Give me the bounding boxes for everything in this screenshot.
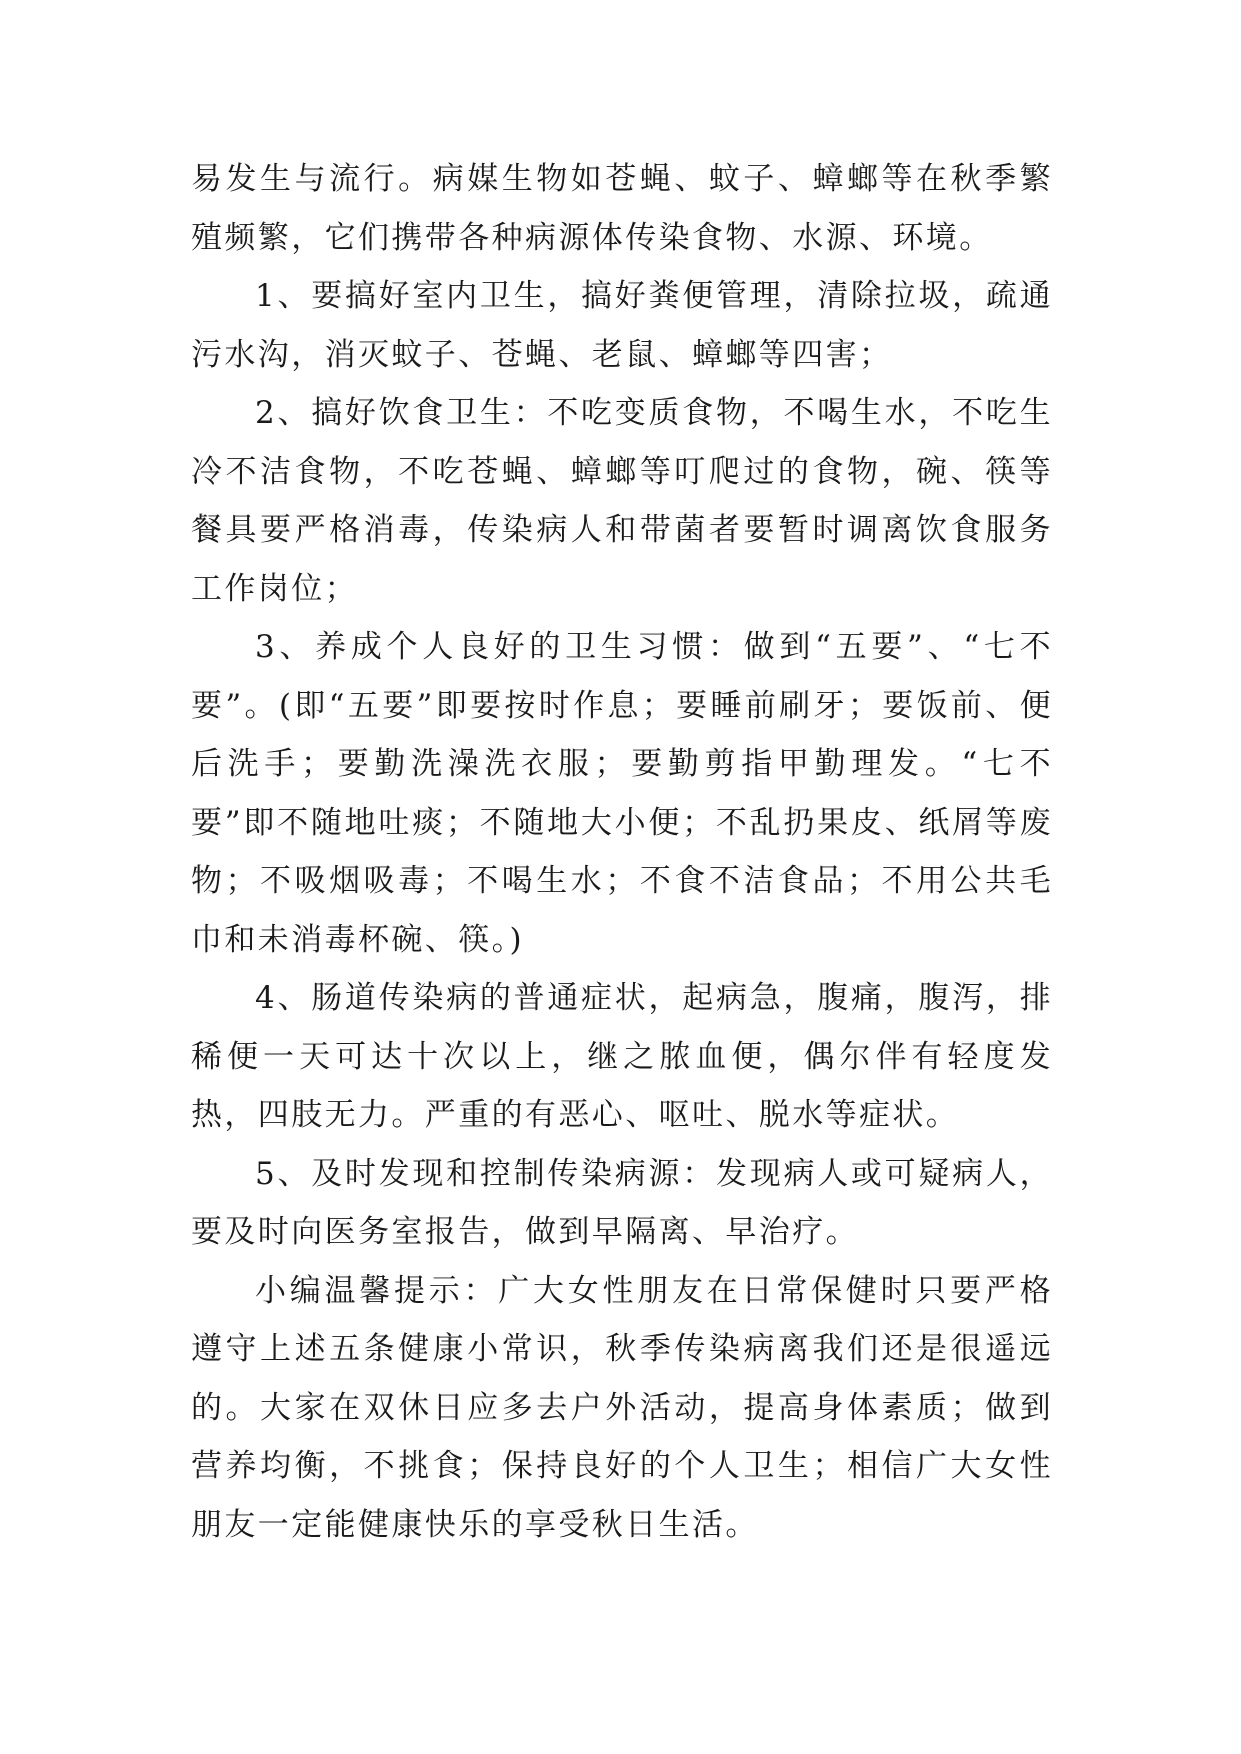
paragraph-item-5: 5、及时发现和控制传染病源：发现病人或可疑病人，要及时向医务室报告，做到早隔离、早治疗。 <box>191 1155 1053 1250</box>
paragraph-item-4: 4、肠道传染病的普通症状，起病急，腹痛，腹泻，排稀便一天可达十次以上，继之脓血便，偶尔伴有轻度发热，四肢无力。严重的有恶心、呕吐、脱水等症状。 <box>191 980 1053 1133</box>
paragraph-intro-continuation: 易发生与流行。病媒生物如苍蝇、蚊子、蟑螂等在秋季繁殖频繁，它们携带各种病源体传染食物、水源、环境。 <box>191 161 1053 256</box>
document-body <box>191 150 1053 1554</box>
paragraph-item-3: 3、养成个人良好的卫生习惯：做到“五要”、“七不要”。(即“五要”即要按时作息；要睡前刷牙；要饭前、便后洗手；要勤洗澡洗衣服；要勤剪指甲勤理发。“七不要”即不随地吐痰；不随地大小便；不乱扔果皮、纸屑等废物；不吸烟吸毒；不喝生水；不食不洁食品；不用公共毛巾和未消毒杯碗、筷。) <box>191 629 1053 958</box>
paragraph-item-1: 1、要搞好室内卫生，搞好粪便管理，清除拉圾，疏通污水沟，消灭蚊子、苍蝇、老鼠、蟑螂等四害； <box>191 278 1053 373</box>
paragraph-item-2: 2、搞好饮食卫生：不吃变质食物，不喝生水，不吃生冷不洁食物，不吃苍蝇、蟑螂等叮爬过的食物，碗、筷等餐具要严格消毒，传染病人和带菌者要暂时调离饮食服务工作岗位； <box>191 395 1053 607</box>
paragraph-tip: 小编温馨提示：广大女性朋友在日常保健时只要严格遵守上述五条健康小常识，秋季传染病离我们还是很遥远的。大家在双休日应多去户外活动，提高身体素质；做到营养均衡，不挑食；保持良好的个人卫生；相信广大女性朋友一定能健康快乐的享受秋日生活。 <box>191 1272 1053 1543</box>
